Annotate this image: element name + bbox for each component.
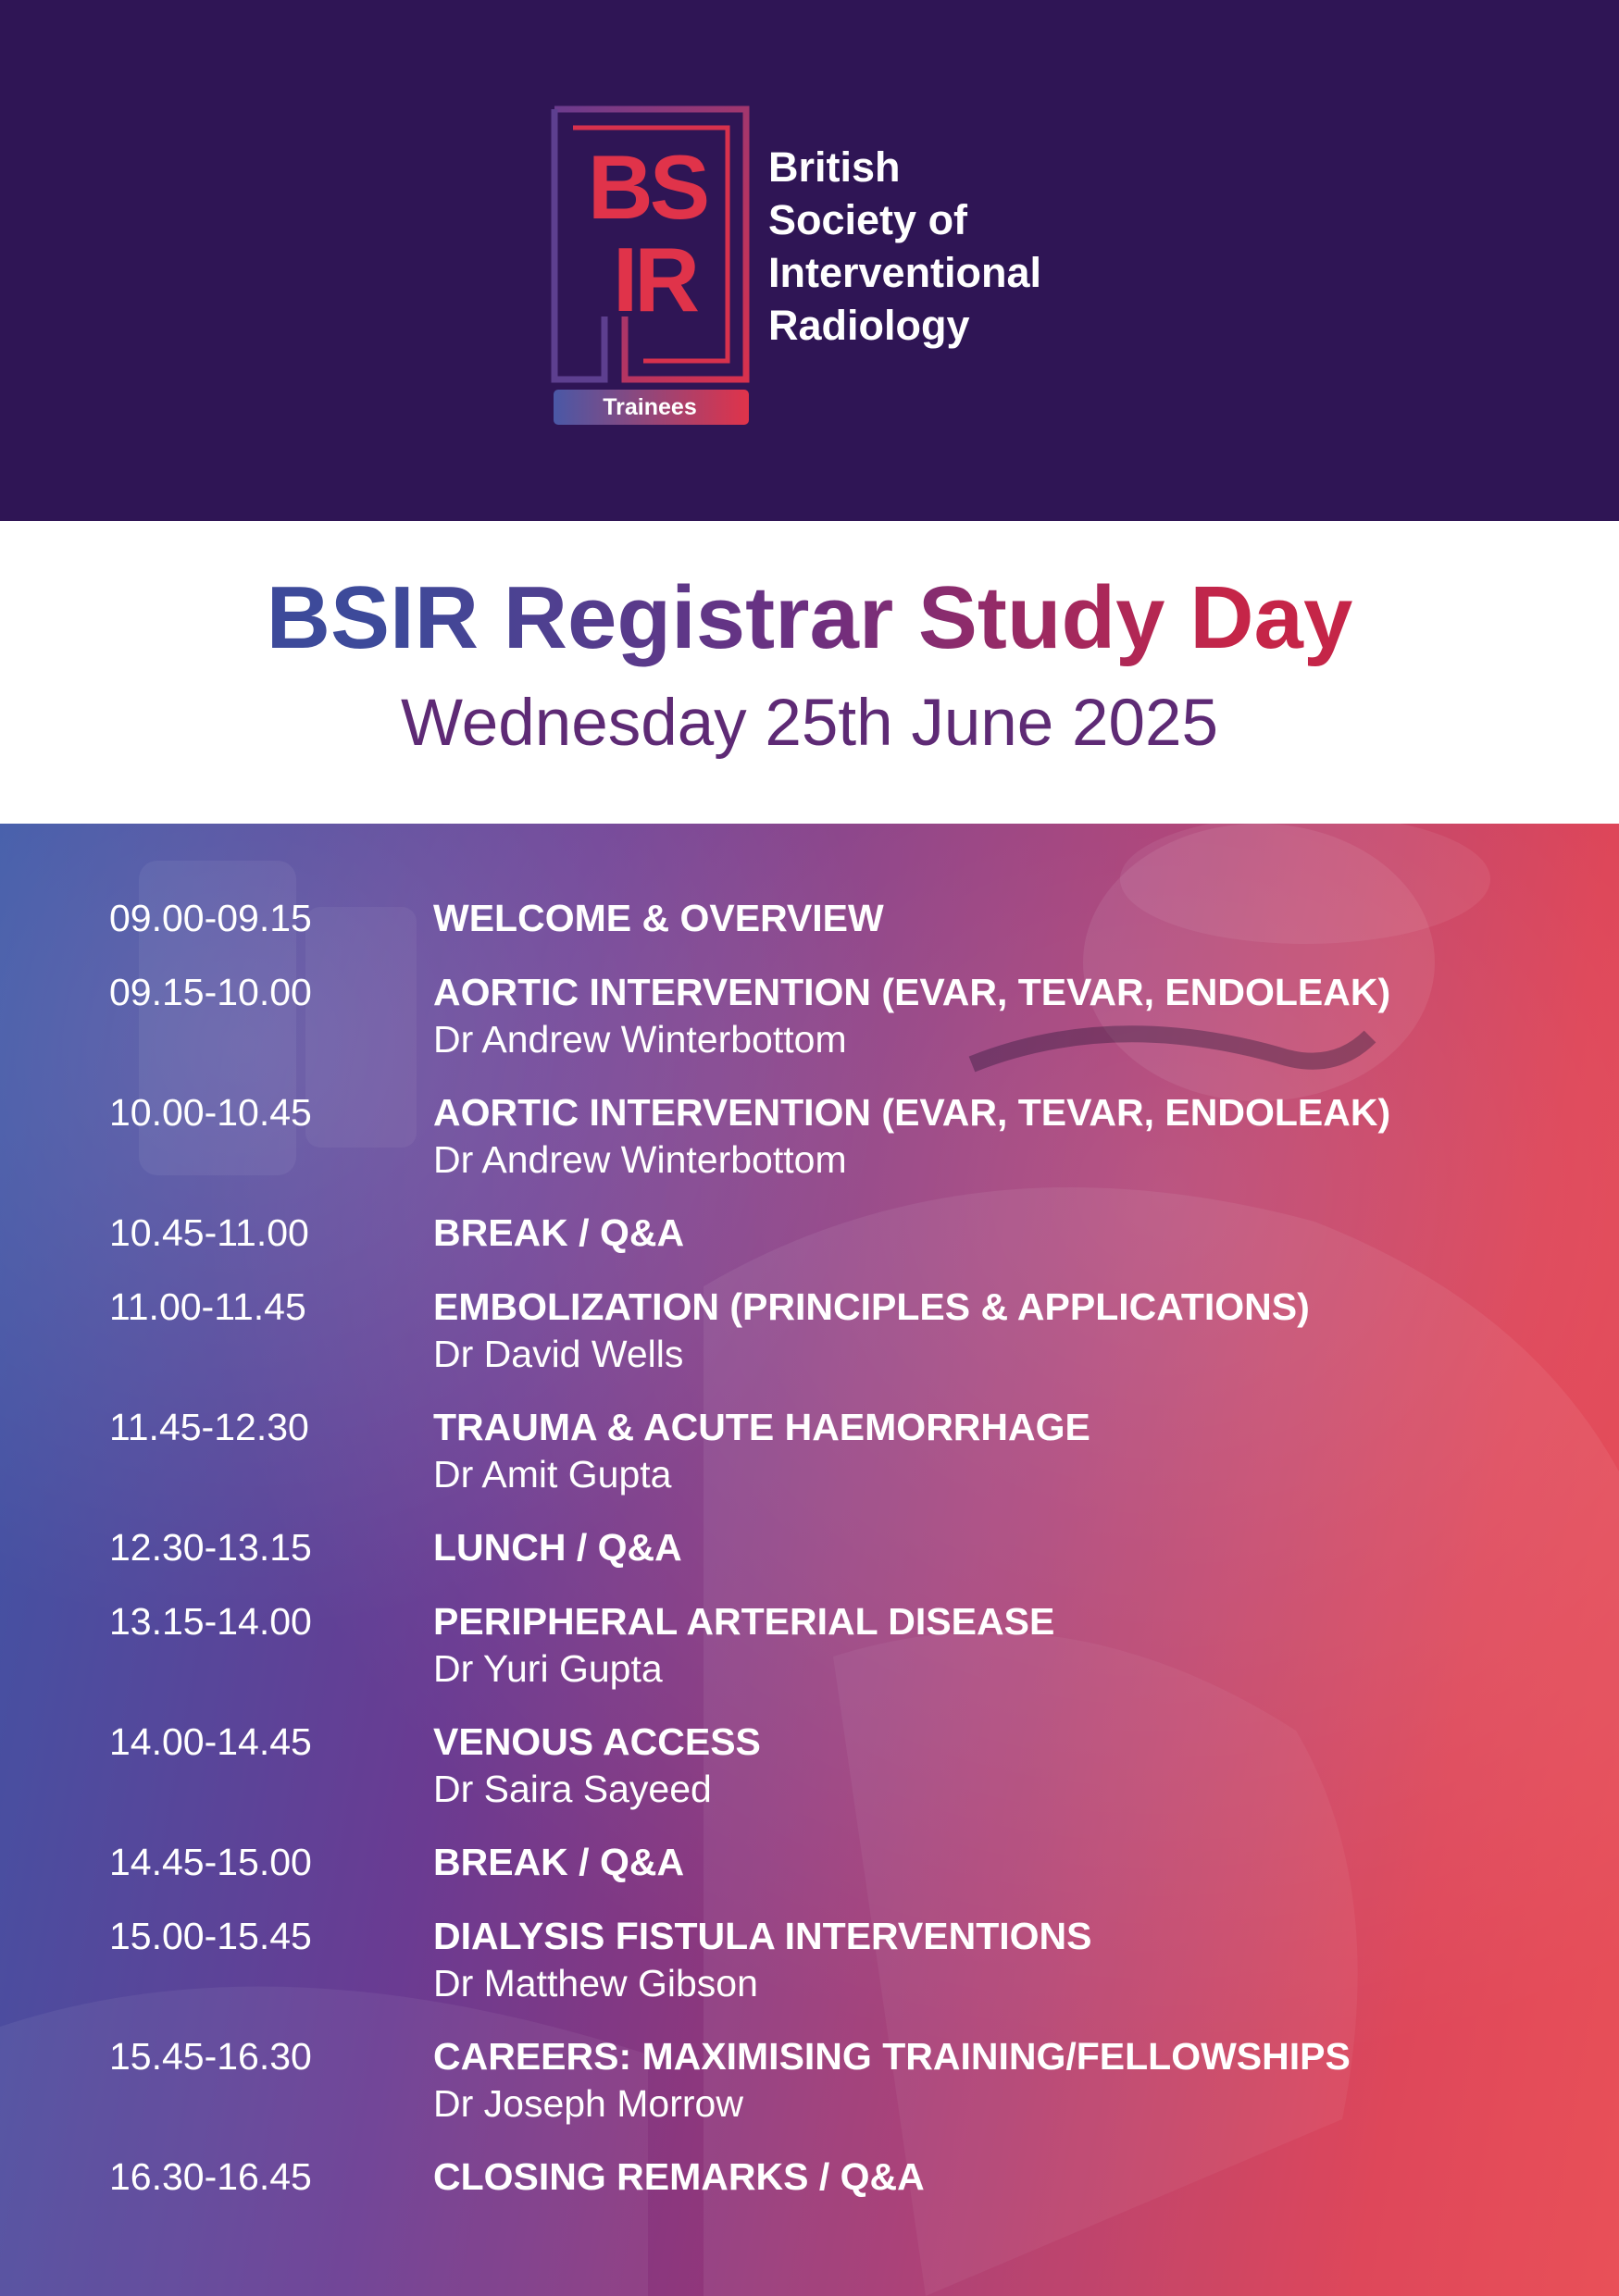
organization-name [768,141,1041,352]
session-title: DIALYSIS FISTULA INTERVENTIONS [433,1915,1092,1957]
session-time: 14.45-15.00 [109,1841,312,1883]
session-title: BREAK / Q&A [433,1841,685,1883]
org-name-line: Radiology [768,302,970,349]
logo-letters-bottom: IR [613,229,696,330]
session-title: BREAK / Q&A [433,1211,685,1254]
session-speaker: Dr Matthew Gibson [433,1962,758,2004]
session-time: 14.00-14.45 [109,1720,312,1763]
session-title: EMBOLIZATION (PRINCIPLES & APPLICATIONS) [433,1285,1310,1328]
session-speaker: Dr Amit Gupta [433,1453,672,1496]
session-time: 13.15-14.00 [109,1600,312,1643]
schedule-row [0,1283,1619,1394]
session-time: 10.45-11.00 [109,1211,309,1254]
session-speaker: Dr David Wells [433,1333,684,1375]
programme [0,824,1619,2296]
org-name-line: British [768,143,901,191]
schedule-row [0,1912,1619,2023]
schedule-row [0,2153,1619,2264]
session-title: AORTIC INTERVENTION (EVAR, TEVAR, ENDOLEAK) [433,971,1391,1013]
session-speaker: Dr Andrew Winterbottom [433,1138,847,1181]
org-name-line: Interventional [768,249,1042,296]
schedule-row [0,1718,1619,1829]
session-time: 12.30-13.15 [109,1526,312,1569]
event-date: Wednesday 25th June 2025 [401,687,1218,760]
session-title: WELCOME & OVERVIEW [433,897,884,939]
org-name-line: Society of [768,196,968,243]
schedule-row [0,968,1619,1079]
session-time: 09.00-09.15 [109,897,312,939]
session-time: 15.45-16.30 [109,2035,312,2078]
session-title: PERIPHERAL ARTERIAL DISEASE [433,1600,1055,1643]
schedule-row [0,1088,1619,1199]
session-time: 16.30-16.45 [109,2155,312,2198]
session-speaker: Dr Yuri Gupta [433,1647,663,1690]
session-title: TRAUMA & ACUTE HAEMORRHAGE [433,1406,1090,1448]
schedule-row [0,1597,1619,1708]
title-band [0,521,1619,824]
session-speaker: Dr Joseph Morrow [433,2082,743,2125]
logo-badge: Trainees [603,394,697,420]
session-title: AORTIC INTERVENTION (EVAR, TEVAR, ENDOLEAK) [433,1091,1391,1134]
session-title: LUNCH / Q&A [433,1526,682,1569]
bsir-logo-mark [551,105,750,427]
session-speaker: Dr Saira Sayeed [433,1768,712,1810]
schedule-row [0,2032,1619,2143]
header [0,0,1619,521]
event-title: BSIR Registrar Study Day [0,567,1619,669]
session-title: CLOSING REMARKS / Q&A [433,2155,925,2198]
session-title: CAREERS: MAXIMISING TRAINING/FELLOWSHIPS [433,2035,1351,2078]
schedule-row [0,1403,1619,1514]
session-title: VENOUS ACCESS [433,1720,761,1763]
session-time: 15.00-15.45 [109,1915,312,1957]
session-speaker: Dr Andrew Winterbottom [433,1018,847,1061]
session-time: 11.45-12.30 [109,1406,309,1448]
session-time: 09.15-10.00 [109,971,312,1013]
session-time: 11.00-11.45 [109,1285,306,1328]
logo-letters-top: BS [587,136,707,238]
session-time: 10.00-10.45 [109,1091,312,1134]
